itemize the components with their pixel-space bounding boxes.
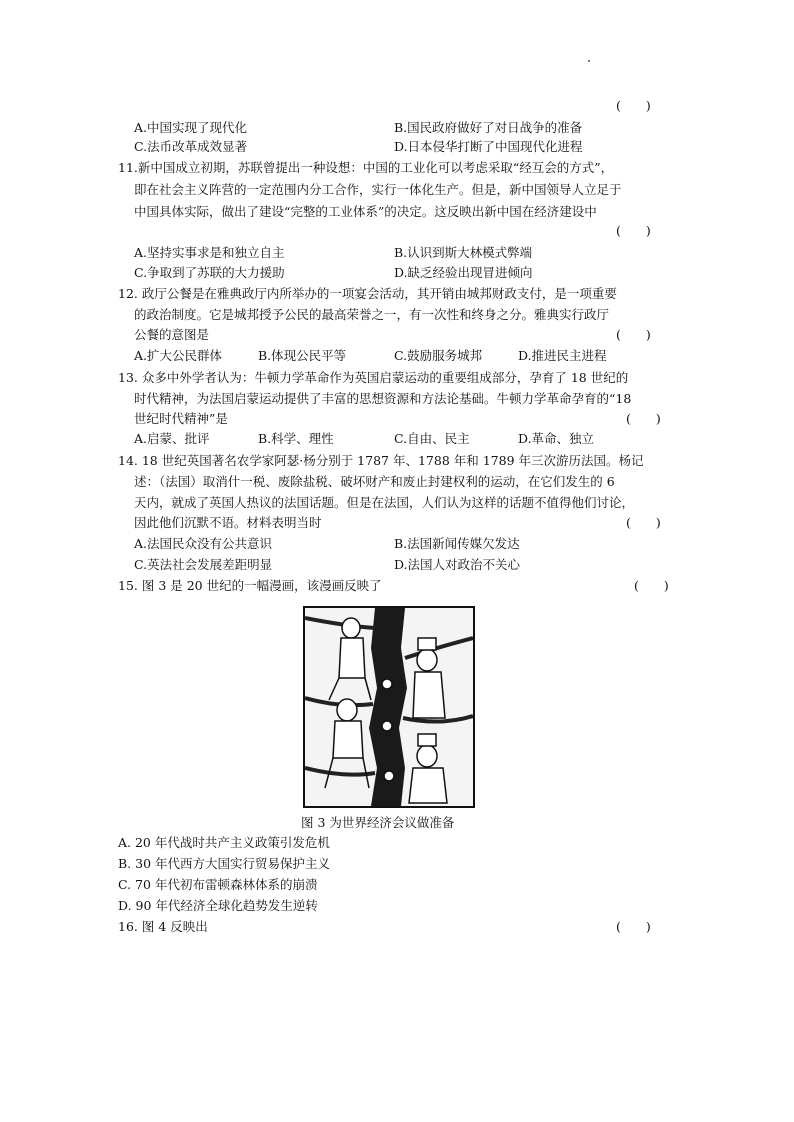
q14-option-b: B.法国新闻传媒欠发达 bbox=[394, 536, 520, 551]
q13-option-a: A.启蒙、批评 bbox=[134, 431, 210, 446]
q14-option-d: D.法国人对政治不关心 bbox=[394, 557, 521, 572]
q14-stem-line-2: 述：（法国）取消什一税、废除盐税、破坏财产和废止封建权利的运动，在它们发生的 6 bbox=[134, 474, 615, 489]
q12-option-d: D.推进民主进程 bbox=[518, 348, 607, 363]
q12-option-a: A.扩大公民群体 bbox=[134, 348, 223, 363]
q14-answer-paren: ( ) bbox=[626, 515, 661, 530]
q14-option-c: C.英法社会发展差距明显 bbox=[134, 557, 273, 572]
q13-option-b: B.科学、理性 bbox=[258, 431, 334, 446]
q13-stem-line-2: 时代精神，为法国启蒙运动提供了丰富的思想资源和方法论基础。牛顿力学革命孕育的“18 bbox=[134, 391, 632, 406]
q11-option-c: C.争取到了苏联的大力援助 bbox=[134, 265, 285, 280]
q14-option-a: A.法国民众没有公共意识 bbox=[134, 536, 273, 551]
q12-answer-paren: ( ) bbox=[616, 327, 651, 342]
q15-answer-paren: ( ) bbox=[634, 578, 669, 593]
page-mark bbox=[588, 60, 590, 62]
q13-stem-line-1: 13. 众多中外学者认为：牛顿力学革命作为英国启蒙运动的重要组成部分，孕育了 18 世纪的 bbox=[118, 370, 629, 385]
q11-answer-paren: ( ) bbox=[616, 223, 651, 238]
q10-option-b: B.国民政府做好了对日战争的准备 bbox=[394, 120, 583, 135]
q14-stem-line-4: 因此他们沉默不语。材料表明当时 bbox=[134, 515, 322, 530]
q11-stem-line-2: 即在社会主义阵营的一定范围内分工合作，实行一体化生产。但是，新中国领导人立足于 bbox=[134, 182, 622, 197]
q12-stem-line-3: 公餐的意图是 bbox=[134, 327, 210, 342]
cartoon-drawing bbox=[305, 608, 473, 806]
q13-stem-line-3: 世纪时代精神”是 bbox=[134, 411, 228, 426]
q10-option-c: C.法币改革成效显著 bbox=[134, 139, 248, 154]
figure-3-cartoon bbox=[303, 606, 475, 808]
q15-option-d: D. 90 年代经济全球化趋势发生逆转 bbox=[118, 898, 318, 913]
q15-option-c: C. 70 年代初布雷顿森林体系的崩溃 bbox=[118, 877, 318, 892]
q13-option-c: C.自由、民主 bbox=[394, 431, 470, 446]
q11-stem-line-3: 中国具体实际，做出了建设“完整的工业体系”的决定。这反映出新中国在经济建设中 bbox=[134, 204, 597, 219]
q12-option-c: C.鼓励服务城邦 bbox=[394, 348, 483, 363]
figure-3-caption: 图 3 为世界经济会议做准备 bbox=[301, 815, 455, 830]
q12-stem-line-1: 12. 政厅公餐是在雅典政厅内所举办的一项宴会活动，其开销由城邦财政支付，是一项重要 bbox=[118, 286, 617, 301]
q11-stem-line-1: 11.新中国成立初期，苏联曾提出一种设想：中国的工业化可以考虑采取“经互会的方式”， bbox=[118, 160, 614, 175]
q16-answer-paren: ( ) bbox=[616, 919, 651, 934]
q14-stem-line-3: 天内，就成了英国人热议的法国话题。但是在法国，人们认为这样的话题不值得他们讨论， bbox=[134, 495, 635, 510]
q12-stem-line-2: 的政治制度。它是城邦授予公民的最高荣誉之一，有一次性和终身之分。雅典实行政厅 bbox=[134, 307, 610, 322]
q13-answer-paren: ( ) bbox=[626, 411, 661, 426]
q15-stem: 15. 图 3 是 20 世纪的一幅漫画，该漫画反映了 bbox=[118, 578, 382, 593]
q11-option-b: B.认识到斯大林模式弊端 bbox=[394, 245, 533, 260]
q10-option-d: D.日本侵华打断了中国现代化进程 bbox=[394, 139, 583, 154]
q10-option-a: A.中国实现了现代化 bbox=[134, 120, 248, 135]
q13-option-d: D.革命、独立 bbox=[518, 431, 595, 446]
q15-option-b: B. 30 年代西方大国实行贸易保护主义 bbox=[118, 856, 331, 871]
q16-stem: 16. 图 4 反映出 bbox=[118, 919, 208, 934]
q14-stem-line-1: 14. 18 世纪英国著名农学家阿瑟·杨分别于 1787 年、1788 年和 1789 年三次游历法国。杨记 bbox=[118, 453, 644, 468]
q15-option-a: A. 20 年代战时共产主义政策引发危机 bbox=[118, 835, 330, 850]
q12-option-b: B.体现公民平等 bbox=[258, 348, 347, 363]
q11-option-d: D.缺乏经验出现冒进倾向 bbox=[394, 265, 533, 280]
q11-option-a: A.坚持实事求是和独立自主 bbox=[134, 245, 285, 260]
q10-answer-paren: ( ) bbox=[616, 98, 651, 113]
